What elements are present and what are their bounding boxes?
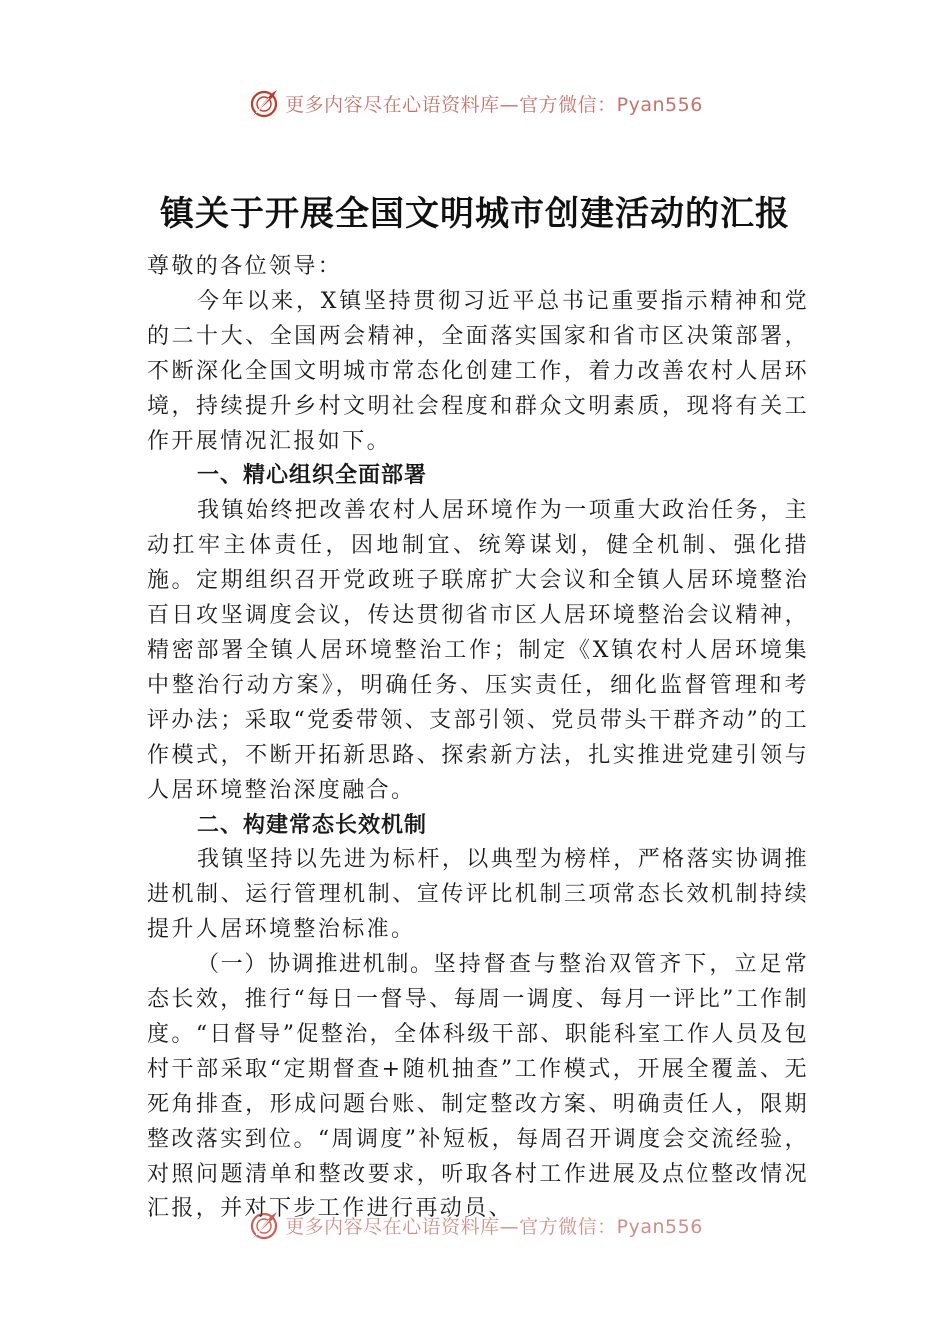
intro-paragraph: 今年以来，X镇坚持贯彻习近平总书记重要指示精神和党的二十大、全国两会精神，全面落实国家和省市区决策部署，不断深化全国文明城市常态化创建工作，着力改善农村人居环境，持续提升乡村文明社会程度和群众文明素质，现将有关工作开展情况汇报如下。 (147, 288, 809, 454)
section-2-paragraph: 我镇坚持以先进为标杆，以典型为榜样，严格落实协调推进机制、运行管理机制、宣传评比机制三项常态长效机制持续提升人居环境整治标准。 (147, 847, 809, 943)
watermark-text: 更多内容尽在心语资料库—官方微信：Pyan556 (285, 1215, 703, 1238)
watermark-bottom (0, 1208, 950, 1242)
section-1-paragraph: 我镇始终把改善农村人居环境作为一项重大政治任务，主动扛牢主体责任，因地制宜、统筹谋划，健全机制、强化措施。定期组织召开党政班子联席扩大会议和全镇人居环境整治百日攻坚调度会议，传达贯彻省市区人居环境整治会议精神，精密部署全镇人居环境整治工作；制定《X镇农村人居环境集中整治行动方案》，明确任务、压实责任，细化监督管理和考评办法；采取“党委带领、支部引领、党员带头干群齐动”的工作模式，不断开拓新思路、探索新方法，扎实推进党建引领与人居环境整治深度融合。 (147, 498, 809, 803)
section-heading-1: 一、精心组织全面部署 (197, 463, 428, 489)
document-title: 镇关于开展全国文明城市创建活动的汇报 (160, 194, 790, 234)
section-heading-2: 二、构建常态长效机制 (197, 812, 428, 838)
quill-logo-icon (247, 1208, 281, 1242)
document-body (147, 250, 809, 1227)
salutation: 尊敬的各位领导： (147, 254, 343, 279)
subsection-1-text: 坚持督查与整治双管齐下，立足常态长效，推行“每日一督导、每周一调度、每月一评比”工作制度。“日督导”促整治，全体科级干部、职能科室工作人员及包村干部采取“定期督查+随机抽查”工作模式，开展全覆盖、无死角排查，形成问题台账、制定整改方案、明确责任人，限期整改落实到位。“周调度”补短板，每周召开调度会交流经验，对照问题清单和整改要求，听取各村工作进展及点位整改情况汇报，并对下步工作进行再动员、 (147, 952, 809, 1222)
subsection-1-label: （一）协调推进机制。 (197, 952, 434, 978)
watermark-text: 更多内容尽在心语资料库—官方微信：Pyan556 (285, 93, 703, 116)
quill-logo-icon (247, 86, 281, 120)
subsection-1-paragraph (147, 948, 809, 1227)
watermark-top (0, 86, 950, 120)
